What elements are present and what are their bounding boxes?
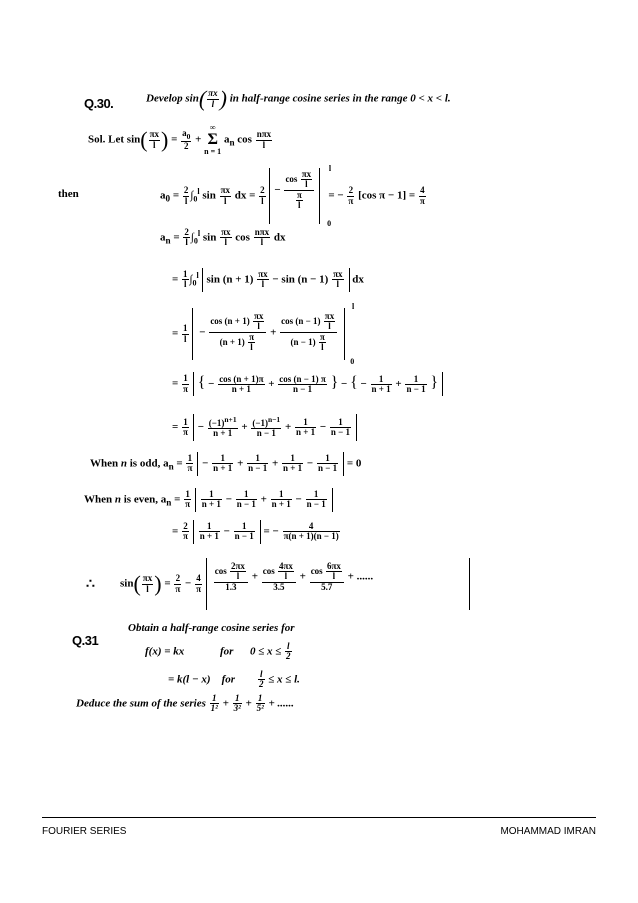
an-equation-1: $a_n$ = $\frac{2}{l}$ $\int_0^l$ sin $\frac{\pi x}{l}$ cos $\frac{\text{nπx}}{l}$ dx xyxy=(160,227,286,248)
solution-let-line: Sol. Let sin( $\frac{\pi x}{l}$ ) = $\frac{a_0}{2}$ + ∞ Σ n = 1 $a_n$ cos $\frac{\text{nπx}}{l}$ xyxy=(88,123,272,156)
an-equation-5: = $\frac{1}{\pi}$ − $\frac{(-1)^{n+1}}{n + 1}$ + $\frac{(-1)^{n-1}}{n - 1}$ + $\frac{1}{n + 1}$ − $\frac{1}{n - 1}$ xyxy=(172,414,357,441)
question-31-prompt: Obtain a half-range cosine series for xyxy=(128,622,295,634)
q30-prompt-text xyxy=(0,0,1,1)
an-equation-3: = $\frac{1}{l}$ − cos (n + 1) $\frac{\pi x}{l}$ (n + 1) $\frac{\pi}{l}$ + cos (n − 1) $\frac{\pi x}{l}$ (n − 1) $\frac{\pi}{l}$ l 0 xyxy=(172,302,355,366)
question-31-deduce: Deduce the sum of the series $\frac{1}{\text{1²}}$ + $\frac{1}{\text{3²}}$ + $\frac{1}{\text{5²}}$ + ...... xyxy=(76,693,295,714)
odd-case-line: When n is odd, $a_n$ = $\frac{1}{\pi}$ − $\frac{1}{n + 1}$ + $\frac{1}{n - 1}$ + $\frac{1}{n + 1}$ − $\frac{1}{n - 1}$ = 0 xyxy=(90,452,361,476)
footer-divider xyxy=(42,817,596,818)
question-31-label: Q.31 xyxy=(72,633,99,648)
even-case-line-2: = $\frac{2}{\pi}$ $\frac{1}{n + 1}$ − $\frac{1}{n - 1}$ = − $\frac{4}{\pi(n + 1)(n - 1)}$ xyxy=(172,520,341,544)
footer-left: FOURIER SERIES xyxy=(42,826,127,837)
question-31-case-2: = k(l − x) for $\frac{l}{2}$ ≤ x ≤ l. xyxy=(168,669,300,690)
result-series: sin( $\frac{\pi x}{l}$ ) = $\frac{2}{\pi}$ − $\frac{4}{\pi}$ cos $\frac{2\pi x}{l}$ 1.3 + cos $\frac{4\pi x}{l}$ 3.5 + cos $\frac{6\pi x}{l}$ 5.7 + ...... xyxy=(120,558,470,610)
question-30-label: Q.30. xyxy=(84,96,114,111)
an-equation-2: = $\frac{1}{l}$ $\int_0^l$ sin (n + 1) $\frac{\pi x}{l}$ − sin (n − 1) $\frac{\pi x}{l}$ dx xyxy=(172,268,364,292)
therefore-symbol: ∴ xyxy=(86,577,95,592)
a0-equation: $a_0$ = $\frac{2}{l}$ $\int_0^l$ sin $\frac{\pi x}{l}$ dx = $\frac{2}{l}$ − cos $\frac{\pi x}{l}$ $\frac{\pi}{l}$ l 0 = − $\frac{2}{\pi}$ [cos π − 1] = $\frac{4}{\pi}$ xyxy=(160,164,425,228)
even-case-line-1: When n is even, $a_n$ = $\frac{1}{\pi}$ $\frac{1}{n + 1}$ − $\frac{1}{n - 1}$ + $\frac{1}{n + 1}$ − $\frac{1}{n - 1}$ xyxy=(84,488,333,512)
then-label: then xyxy=(58,188,79,200)
question-30-prompt: Develop sin( $\frac{\pi x}{l}$ ) in half-range cosine series in the range 0 < x < l. xyxy=(146,86,451,111)
an-equation-4: = $\frac{1}{\pi}$ { − $\frac{\cos (n + 1)\pi}{n + 1}$ + $\frac{\cos (n - 1) \pi}{n - 1}$ } − { − $\frac{1}{n + 1}$ + $\frac{1}{n - 1}$ } xyxy=(172,372,443,396)
footer-right: MOHAMMAD IMRAN xyxy=(500,826,596,837)
question-31-case-1: f(x) = kx for 0 ≤ x ≤ $\frac{l}{2}$ xyxy=(145,641,291,662)
